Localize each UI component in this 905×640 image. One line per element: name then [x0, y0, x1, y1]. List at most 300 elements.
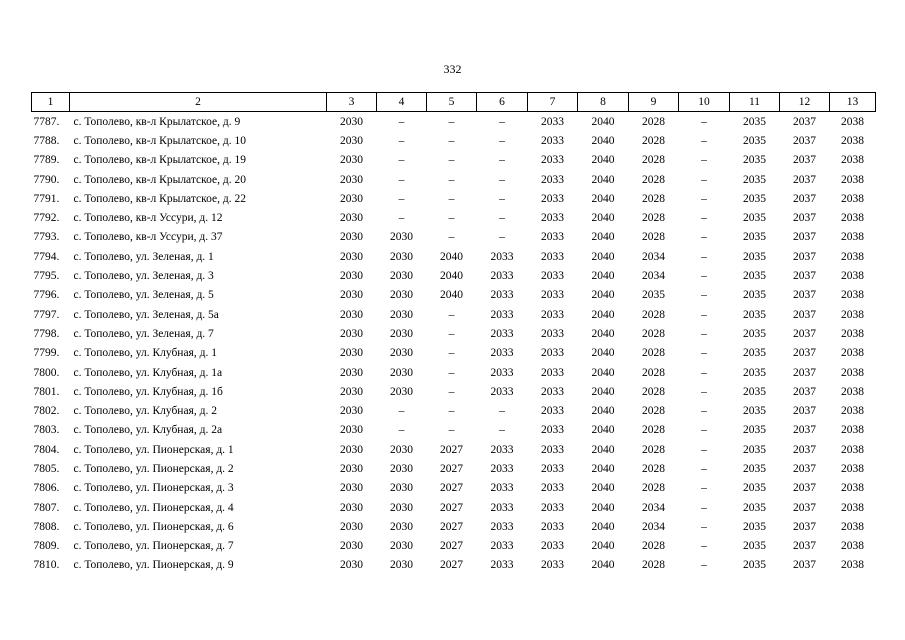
row-number-cell: 7796. — [33, 289, 60, 302]
address-cell: с. Тополево, ул. Пионерская, д. 2 — [73, 462, 234, 475]
year-cell-col-12: 2037 — [793, 270, 816, 283]
row-number-cell: 7806. — [33, 482, 60, 495]
year-cell-col-10: – — [701, 559, 707, 572]
year-cell-col-7: 2033 — [541, 405, 564, 418]
year-cell-col-9: 2028 — [642, 347, 665, 360]
year-cell-col-11: 2035 — [743, 366, 766, 379]
address-cell: с. Тополево, ул. Зеленая, д. 1 — [73, 250, 214, 263]
year-cell-col-4: 2030 — [390, 289, 413, 302]
year-cell-col-10: – — [701, 443, 707, 456]
year-cell-col-11: 2035 — [743, 347, 766, 360]
row-number-cell: 7791. — [33, 192, 60, 205]
table-row — [32, 266, 876, 285]
year-cell-col-3: 2030 — [340, 366, 363, 379]
column-header-13: 13 — [830, 93, 876, 112]
address-cell: с. Тополево, ул. Пионерская, д. 1 — [73, 443, 234, 456]
year-cell-col-13: 2038 — [841, 385, 864, 398]
row-number-cell: 7803. — [33, 424, 60, 437]
table-row — [32, 459, 876, 478]
year-cell-col-4: 2030 — [390, 540, 413, 553]
year-cell-col-5: – — [448, 173, 455, 186]
year-cell-col-5: – — [448, 385, 455, 398]
year-cell-col-13: 2038 — [841, 250, 864, 263]
year-cell-col-6: 2033 — [490, 559, 514, 572]
year-cell-col-13: 2038 — [841, 192, 864, 205]
year-cell-col-10: – — [701, 327, 707, 340]
column-header-6: 6 — [477, 93, 528, 112]
year-cell-col-8: 2040 — [591, 482, 615, 495]
year-cell-col-12: 2037 — [793, 501, 816, 514]
year-cell-col-9: 2028 — [642, 212, 665, 225]
year-cell-col-4: – — [398, 405, 405, 418]
column-header-2: 2 — [70, 93, 327, 112]
year-cell-col-8: 2040 — [591, 385, 615, 398]
year-cell-col-10: – — [701, 520, 707, 533]
year-cell-col-8: 2040 — [591, 327, 615, 340]
table-row — [32, 151, 876, 170]
address-cell: с. Тополево, ул. Клубная, д. 1 — [73, 347, 217, 360]
year-cell-col-7: 2033 — [541, 424, 564, 437]
year-cell-col-8: 2040 — [591, 154, 615, 167]
year-cell-col-12: 2037 — [793, 482, 816, 495]
table-row — [32, 382, 876, 401]
year-cell-col-9: 2028 — [642, 559, 665, 572]
year-cell-col-13: 2038 — [841, 540, 864, 553]
address-cell: с. Тополево, кв-л Крылатское, д. 22 — [73, 192, 246, 205]
address-cell: с. Тополево, ул. Пионерская, д. 7 — [73, 540, 234, 553]
year-cell-col-3: 2030 — [340, 134, 363, 147]
year-cell-col-6: 2033 — [490, 308, 514, 321]
year-cell-col-6: 2033 — [490, 462, 514, 475]
year-cell-col-10: – — [701, 212, 707, 225]
row-number-cell: 7790. — [33, 173, 60, 186]
year-cell-col-13: 2038 — [841, 424, 864, 437]
year-cell-col-11: 2035 — [743, 270, 766, 283]
year-cell-col-12: 2037 — [793, 462, 816, 475]
year-cell-col-10: – — [701, 308, 707, 321]
year-cell-col-13: 2038 — [841, 520, 864, 533]
year-cell-col-9: 2028 — [642, 366, 665, 379]
year-cell-col-12: 2037 — [793, 212, 816, 225]
year-cell-col-4: – — [398, 134, 405, 147]
address-cell: с. Тополево, кв-л Уссури, д. 12 — [73, 212, 223, 225]
year-cell-col-10: – — [701, 501, 707, 514]
year-cell-col-13: 2038 — [841, 462, 864, 475]
column-header-11: 11 — [730, 93, 780, 112]
year-cell-col-8: 2040 — [591, 289, 615, 302]
row-number-cell: 7807. — [33, 501, 60, 514]
year-cell-col-3: 2030 — [340, 385, 363, 398]
year-cell-col-13: 2038 — [841, 289, 864, 302]
year-cell-col-12: 2037 — [793, 308, 816, 321]
row-number-cell: 7789. — [33, 154, 60, 167]
row-number-cell: 7809. — [33, 540, 60, 553]
year-cell-col-8: 2040 — [591, 231, 615, 244]
year-cell-col-4: – — [398, 115, 405, 128]
year-cell-col-10: – — [701, 347, 707, 360]
year-cell-col-8: 2040 — [591, 250, 615, 263]
column-header-3: 3 — [327, 93, 377, 112]
year-cell-col-10: – — [701, 173, 707, 186]
year-cell-col-7: 2033 — [541, 231, 564, 244]
year-cell-col-5: 2040 — [440, 270, 463, 283]
year-cell-col-5: – — [448, 424, 455, 437]
year-cell-col-11: 2035 — [743, 327, 766, 340]
year-cell-col-6: 2033 — [490, 327, 514, 340]
table-row — [32, 112, 876, 132]
year-cell-col-11: 2035 — [743, 231, 766, 244]
year-cell-col-8: 2040 — [591, 115, 615, 128]
year-cell-col-10: – — [701, 115, 707, 128]
year-cell-col-9: 2028 — [642, 308, 665, 321]
year-cell-col-11: 2035 — [743, 154, 766, 167]
address-cell: с. Тополево, кв-л Крылатское, д. 10 — [73, 134, 246, 147]
year-cell-col-6: 2033 — [490, 482, 514, 495]
year-cell-col-8: 2040 — [591, 270, 615, 283]
year-cell-col-13: 2038 — [841, 212, 864, 225]
year-cell-col-11: 2035 — [743, 443, 766, 456]
table-row — [32, 189, 876, 208]
year-cell-col-11: 2035 — [743, 482, 766, 495]
year-cell-col-10: – — [701, 270, 707, 283]
year-cell-col-6: 2033 — [490, 270, 514, 283]
year-cell-col-13: 2038 — [841, 482, 864, 495]
year-cell-col-12: 2037 — [793, 405, 816, 418]
column-header-10: 10 — [679, 93, 730, 112]
year-cell-col-3: 2030 — [340, 520, 363, 533]
registry-table — [31, 92, 876, 575]
year-cell-col-7: 2033 — [541, 250, 564, 263]
year-cell-col-6: – — [499, 173, 505, 186]
year-cell-col-9: 2034 — [642, 501, 665, 514]
year-cell-col-9: 2028 — [642, 115, 665, 128]
year-cell-col-10: – — [701, 289, 707, 302]
year-cell-col-7: 2033 — [541, 289, 564, 302]
year-cell-col-7: 2033 — [541, 173, 564, 186]
year-cell-col-7: 2033 — [541, 154, 564, 167]
table-row — [32, 228, 876, 247]
year-cell-col-5: 2027 — [440, 520, 463, 533]
year-cell-col-7: 2033 — [541, 192, 564, 205]
year-cell-col-12: 2037 — [793, 289, 816, 302]
year-cell-col-11: 2035 — [743, 462, 766, 475]
year-cell-col-7: 2033 — [541, 327, 564, 340]
year-cell-col-12: 2037 — [793, 443, 816, 456]
year-cell-col-7: 2033 — [541, 134, 564, 147]
year-cell-col-9: 2034 — [642, 270, 665, 283]
year-cell-col-5: – — [448, 154, 455, 167]
year-cell-col-9: 2028 — [642, 327, 665, 340]
row-number-cell: 7794. — [33, 250, 60, 263]
year-cell-col-3: 2030 — [340, 192, 363, 205]
year-cell-col-5: 2027 — [440, 501, 463, 514]
year-cell-col-10: – — [701, 462, 707, 475]
year-cell-col-11: 2035 — [743, 289, 766, 302]
year-cell-col-9: 2028 — [642, 154, 665, 167]
row-number-cell: 7804. — [33, 443, 60, 456]
column-header-9: 9 — [629, 93, 679, 112]
year-cell-col-12: 2037 — [793, 250, 816, 263]
year-cell-col-4: – — [398, 173, 405, 186]
year-cell-col-5: 2040 — [440, 289, 463, 302]
year-cell-col-6: 2033 — [490, 443, 514, 456]
year-cell-col-3: 2030 — [340, 540, 363, 553]
year-cell-col-12: 2037 — [793, 540, 816, 553]
year-cell-col-9: 2028 — [642, 192, 665, 205]
year-cell-col-10: – — [701, 134, 707, 147]
year-cell-col-3: 2030 — [340, 173, 363, 186]
table-row — [32, 208, 876, 227]
row-number-cell: 7793. — [33, 231, 60, 244]
year-cell-col-7: 2033 — [541, 482, 564, 495]
year-cell-col-6: 2033 — [490, 289, 514, 302]
year-cell-col-4: 2030 — [390, 462, 413, 475]
year-cell-col-3: 2030 — [340, 443, 363, 456]
year-cell-col-13: 2038 — [841, 405, 864, 418]
year-cell-col-9: 2028 — [642, 540, 665, 553]
year-cell-col-8: 2040 — [591, 212, 615, 225]
year-cell-col-11: 2035 — [743, 115, 766, 128]
year-cell-col-4: 2030 — [390, 231, 413, 244]
year-cell-col-11: 2035 — [743, 308, 766, 321]
year-cell-col-4: 2030 — [390, 327, 413, 340]
year-cell-col-6: 2033 — [490, 501, 514, 514]
year-cell-col-5: – — [448, 115, 455, 128]
year-cell-col-13: 2038 — [841, 270, 864, 283]
year-cell-col-3: 2030 — [340, 308, 363, 321]
table-row — [32, 286, 876, 305]
address-cell: с. Тополево, ул. Зеленая, д. 3 — [73, 270, 214, 283]
year-cell-col-11: 2035 — [743, 173, 766, 186]
year-cell-col-6: – — [499, 192, 505, 205]
year-cell-col-8: 2040 — [591, 347, 615, 360]
year-cell-col-6: 2033 — [490, 347, 514, 360]
year-cell-col-10: – — [701, 424, 707, 437]
year-cell-col-7: 2033 — [541, 366, 564, 379]
year-cell-col-3: 2030 — [340, 405, 363, 418]
row-number-cell: 7808. — [33, 520, 60, 533]
year-cell-col-11: 2035 — [743, 385, 766, 398]
table-row — [32, 344, 876, 363]
year-cell-col-8: 2040 — [591, 501, 615, 514]
year-cell-col-10: – — [701, 385, 707, 398]
year-cell-col-9: 2028 — [642, 482, 665, 495]
address-cell: с. Тополево, ул. Пионерская, д. 9 — [73, 559, 234, 572]
year-cell-col-9: 2028 — [642, 385, 665, 398]
year-cell-col-9: 2035 — [642, 289, 665, 302]
year-cell-col-7: 2033 — [541, 540, 564, 553]
year-cell-col-12: 2037 — [793, 192, 816, 205]
address-cell: с. Тополево, ул. Пионерская, д. 3 — [73, 482, 234, 495]
year-cell-col-3: 2030 — [340, 270, 363, 283]
table-row — [32, 170, 876, 189]
year-cell-col-8: 2040 — [591, 134, 615, 147]
address-cell: с. Тополево, кв-л Крылатское, д. 19 — [73, 154, 246, 167]
year-cell-col-4: 2030 — [390, 366, 413, 379]
year-cell-col-12: 2037 — [793, 154, 816, 167]
year-cell-col-12: 2037 — [793, 134, 816, 147]
table-row — [32, 479, 876, 498]
year-cell-col-8: 2040 — [591, 424, 615, 437]
year-cell-col-5: 2027 — [440, 462, 463, 475]
address-cell: с. Тополево, ул. Пионерская, д. 6 — [73, 520, 234, 533]
address-cell: с. Тополево, ул. Клубная, д. 2 — [73, 405, 217, 418]
year-cell-col-11: 2035 — [743, 540, 766, 553]
year-cell-col-8: 2040 — [591, 173, 615, 186]
address-cell: с. Тополево, кв-л Крылатское, д. 9 — [73, 115, 241, 128]
address-cell: с. Тополево, кв-л Крылатское, д. 20 — [73, 173, 246, 186]
year-cell-col-4: 2030 — [390, 559, 413, 572]
year-cell-col-4: – — [398, 192, 405, 205]
year-cell-col-5: – — [448, 192, 455, 205]
year-cell-col-10: – — [701, 366, 707, 379]
year-cell-col-9: 2028 — [642, 443, 665, 456]
year-cell-col-11: 2035 — [743, 192, 766, 205]
table-header — [32, 93, 876, 112]
year-cell-col-7: 2033 — [541, 308, 564, 321]
table-row — [32, 556, 876, 575]
year-cell-col-6: – — [499, 154, 505, 167]
year-cell-col-10: – — [701, 540, 707, 553]
address-cell: с. Тополево, ул. Клубная, д. 1б — [73, 385, 223, 398]
table-row — [32, 517, 876, 536]
year-cell-col-7: 2033 — [541, 115, 564, 128]
year-cell-col-13: 2038 — [841, 559, 864, 572]
year-cell-col-10: – — [701, 250, 707, 263]
year-cell-col-12: 2037 — [793, 327, 816, 340]
year-cell-col-9: 2028 — [642, 424, 665, 437]
table-row — [32, 247, 876, 266]
year-cell-col-3: 2030 — [340, 154, 363, 167]
year-cell-col-5: 2027 — [440, 540, 463, 553]
year-cell-col-4: – — [398, 154, 405, 167]
year-cell-col-4: 2030 — [390, 443, 413, 456]
table-row — [32, 498, 876, 517]
year-cell-col-10: – — [701, 231, 707, 244]
year-cell-col-5: – — [448, 212, 455, 225]
year-cell-col-3: 2030 — [340, 231, 363, 244]
row-number-cell: 7788. — [33, 134, 60, 147]
year-cell-col-6: 2033 — [490, 540, 514, 553]
year-cell-col-11: 2035 — [743, 405, 766, 418]
page-number: 332 — [443, 62, 462, 76]
row-number-cell: 7805. — [33, 462, 60, 475]
address-cell: с. Тополево, ул. Зеленая, д. 5а — [73, 308, 219, 321]
year-cell-col-13: 2038 — [841, 154, 864, 167]
year-cell-col-3: 2030 — [340, 559, 363, 572]
year-cell-col-6: 2033 — [490, 385, 514, 398]
year-cell-col-7: 2033 — [541, 347, 564, 360]
year-cell-col-3: 2030 — [340, 212, 363, 225]
year-cell-col-9: 2028 — [642, 462, 665, 475]
year-cell-col-6: 2033 — [490, 250, 514, 263]
row-number-cell: 7792. — [33, 212, 60, 225]
row-number-cell: 7797. — [33, 308, 60, 321]
column-header-7: 7 — [528, 93, 578, 112]
year-cell-col-10: – — [701, 192, 707, 205]
year-cell-col-13: 2038 — [841, 501, 864, 514]
year-cell-col-6: 2033 — [490, 366, 514, 379]
year-cell-col-13: 2038 — [841, 327, 864, 340]
year-cell-col-3: 2030 — [340, 327, 363, 340]
year-cell-col-12: 2037 — [793, 385, 816, 398]
year-cell-col-7: 2033 — [541, 559, 564, 572]
year-cell-col-7: 2033 — [541, 212, 564, 225]
year-cell-col-4: – — [398, 212, 405, 225]
year-cell-col-9: 2028 — [642, 173, 665, 186]
year-cell-col-5: – — [448, 308, 455, 321]
year-cell-col-5: – — [448, 366, 455, 379]
header-row — [32, 93, 876, 112]
year-cell-col-4: 2030 — [390, 347, 413, 360]
year-cell-col-6: – — [499, 115, 505, 128]
table-row — [32, 305, 876, 324]
row-number-cell: 7787. — [33, 115, 60, 128]
year-cell-col-12: 2037 — [793, 115, 816, 128]
year-cell-col-12: 2037 — [793, 231, 816, 244]
year-cell-col-7: 2033 — [541, 443, 564, 456]
column-header-12: 12 — [780, 93, 830, 112]
year-cell-col-5: – — [448, 327, 455, 340]
year-cell-col-5: – — [448, 134, 455, 147]
year-cell-col-11: 2035 — [743, 212, 766, 225]
year-cell-col-13: 2038 — [841, 134, 864, 147]
address-cell: с. Тополево, ул. Клубная, д. 1а — [73, 366, 223, 379]
year-cell-col-6: – — [499, 134, 505, 147]
year-cell-col-3: 2030 — [340, 462, 363, 475]
year-cell-col-4: 2030 — [390, 270, 413, 283]
year-cell-col-13: 2038 — [841, 308, 864, 321]
year-cell-col-8: 2040 — [591, 405, 615, 418]
table-row — [32, 421, 876, 440]
year-cell-col-11: 2035 — [743, 250, 766, 263]
year-cell-col-12: 2037 — [793, 366, 816, 379]
year-cell-col-9: 2034 — [642, 250, 665, 263]
row-number-cell: 7798. — [33, 327, 60, 340]
year-cell-col-9: 2028 — [642, 231, 665, 244]
year-cell-col-3: 2030 — [340, 115, 363, 128]
year-cell-col-3: 2030 — [340, 250, 363, 263]
table-body — [32, 112, 876, 576]
year-cell-col-13: 2038 — [841, 366, 864, 379]
year-cell-col-3: 2030 — [340, 501, 363, 514]
year-cell-col-8: 2040 — [591, 462, 615, 475]
year-cell-col-6: – — [499, 405, 505, 418]
year-cell-col-11: 2035 — [743, 424, 766, 437]
year-cell-col-13: 2038 — [841, 347, 864, 360]
year-cell-col-8: 2040 — [591, 520, 615, 533]
year-cell-col-7: 2033 — [541, 385, 564, 398]
year-cell-col-9: 2028 — [642, 405, 665, 418]
year-cell-col-4: 2030 — [390, 520, 413, 533]
year-cell-col-3: 2030 — [340, 289, 363, 302]
year-cell-col-10: – — [701, 154, 707, 167]
address-cell: с. Тополево, ул. Зеленая, д. 7 — [73, 327, 214, 340]
row-number-cell: 7795. — [33, 270, 60, 283]
year-cell-col-10: – — [701, 405, 707, 418]
year-cell-col-8: 2040 — [591, 366, 615, 379]
year-cell-col-5: 2027 — [440, 482, 463, 495]
table-row — [32, 401, 876, 420]
year-cell-col-5: 2027 — [440, 559, 463, 572]
year-cell-col-5: – — [448, 405, 455, 418]
year-cell-col-8: 2040 — [591, 559, 615, 572]
row-number-cell: 7801. — [33, 385, 60, 398]
year-cell-col-4: 2030 — [390, 501, 413, 514]
year-cell-col-8: 2040 — [591, 192, 615, 205]
year-cell-col-4: 2030 — [390, 385, 413, 398]
year-cell-col-7: 2033 — [541, 270, 564, 283]
